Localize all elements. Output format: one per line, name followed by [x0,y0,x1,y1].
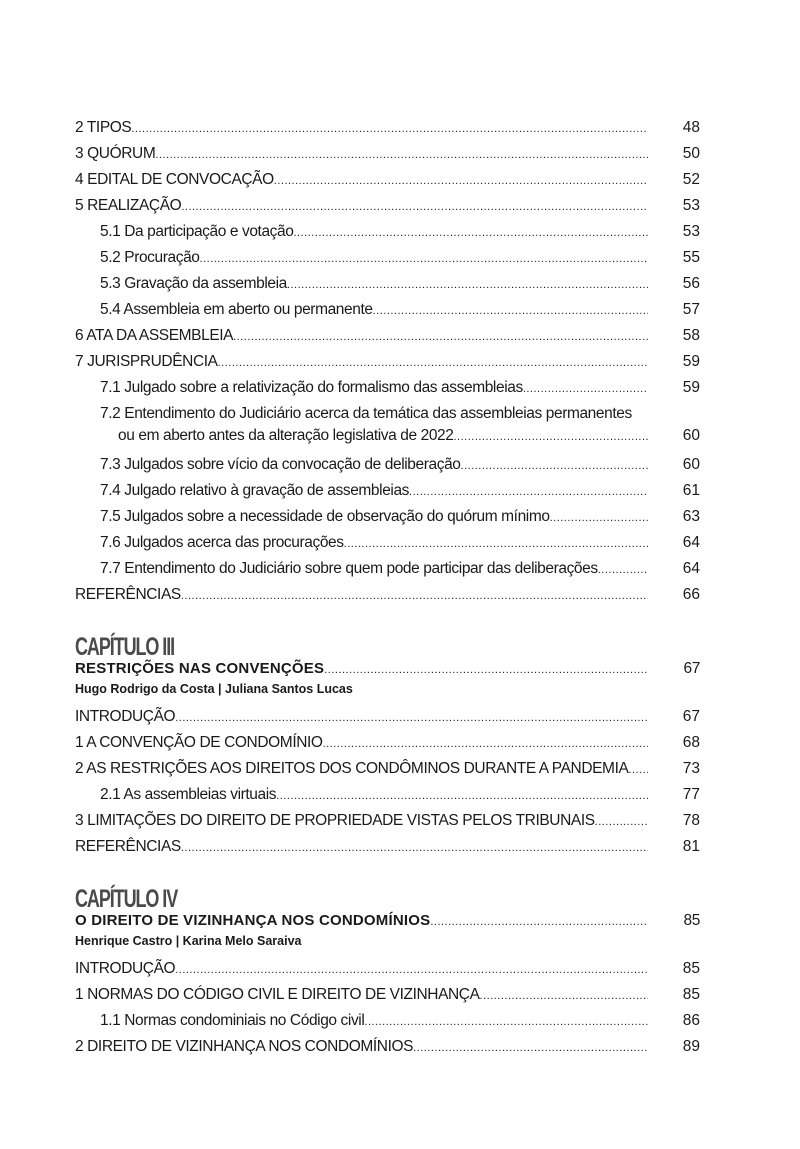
leader-dots [181,201,648,213]
leader-dots [598,564,648,576]
leader-dots [233,331,648,343]
entry-title: 2 DIREITO DE VIZINHANÇA NOS CONDOMÍNIOS [75,1038,414,1055]
entry-page: 86 [682,1012,700,1029]
entry-title: 5.2 Procuração [100,249,200,266]
toc-entry[interactable] [75,353,700,379]
entry-title: 6 ATA DA ASSEMBLEIA [75,327,234,344]
toc-subentry[interactable] [75,508,700,534]
chapter-title: O DIREITO DE VIZINHANÇA NOS CONDOMÍNIOS [75,912,431,929]
leader-dots [523,383,648,395]
entry-page: 57 [682,301,700,318]
entry-title-line1: 7.2 Entendimento do Judiciário acerca da temática das assembleias permanentes [100,405,632,422]
entry-page: 55 [682,249,700,266]
leader-dots [181,590,648,602]
entry-title: 7 JURISPRUDÊNCIA [75,353,218,370]
leader-dots [550,512,648,524]
leader-dots [175,964,648,976]
entry-title: 1 A CONVENÇÃO DE CONDOMÍNIO [75,734,323,751]
entry-page: 64 [682,534,700,551]
entry-title: REFERÊNCIAS [75,586,181,603]
leader-dots [175,712,648,724]
entry-title: 7.3 Julgados sobre vício da convocação de deliberação [100,456,461,473]
toc-subentry[interactable] [75,301,700,327]
toc-subentry[interactable] [75,560,700,586]
entry-page: 50 [682,145,700,162]
leader-dots [595,816,648,828]
chapter-title-entry[interactable] [75,912,700,932]
leader-dots [274,175,648,187]
leader-dots [155,149,648,161]
entry-title: 4 EDITAL DE CONVOCAÇÃO [75,171,274,188]
entry-page: 67 [682,708,700,725]
entry-title-line2: ou em aberto antes da alteração legislativa de 2022 [118,427,454,444]
entry-title: 1.1 Normas condominiais no Código civil [100,1012,365,1029]
entry-page: 73 [682,760,700,777]
toc-entry[interactable] [75,986,700,1012]
entry-page: 52 [682,171,700,188]
leader-dots [413,1042,648,1054]
entry-page: 77 [682,786,700,803]
entry-page: 59 [682,353,700,370]
entry-page: 85 [682,986,700,1003]
toc-entry[interactable] [75,119,700,145]
entry-page: 60 [682,456,700,473]
entry-title: INTRODUÇÃO [75,708,176,725]
chapter-title-entry[interactable] [75,660,700,680]
leader-dots [373,305,648,317]
entry-page: 68 [682,734,700,751]
leader-dots [287,279,648,291]
leader-dots [200,253,648,265]
chapter-title: RESTRIÇÕES NAS CONVENÇÕES [75,660,325,677]
leader-dots [628,764,648,776]
entry-page: 67 [683,660,700,677]
entry-page: 59 [682,379,700,396]
toc-entry[interactable] [75,838,700,864]
chapter-4 [75,886,700,1064]
toc-entry[interactable] [75,197,700,223]
leader-dots [480,990,648,1002]
toc-entry[interactable] [75,708,700,734]
leader-dots [430,916,648,928]
entry-title: 7.7 Entendimento do Judiciário sobre quem pode participar das deliberações [100,560,598,577]
leader-dots [344,538,648,550]
toc-subentry[interactable] [75,456,700,482]
entry-title: 5.4 Assembleia em aberto ou permanente [100,301,373,318]
toc-subentry[interactable] [75,223,700,249]
entry-page: 64 [682,560,700,577]
entry-title: 7.1 Julgado sobre a relativização do formalismo das assembleias [100,379,523,396]
toc-subentry[interactable] [75,482,700,508]
chapter-label: CAPÍTULO III [75,633,175,661]
entry-title: 7.4 Julgado relativo à gravação de assembleias [100,482,410,499]
entry-page: 85 [683,912,700,929]
toc-entry[interactable] [75,760,700,786]
entry-page: 89 [682,1038,700,1055]
entry-page: 61 [682,482,700,499]
entry-page: 60 [682,427,700,444]
toc-subentry[interactable] [75,379,700,405]
entry-title: 5.3 Gravação da assembleia [100,275,287,292]
entry-page: 53 [682,223,700,240]
leader-dots [461,460,648,472]
toc-entry[interactable] [75,1038,700,1064]
leader-dots [324,664,648,676]
toc-entry[interactable] [75,327,700,353]
leader-dots [218,357,648,369]
entry-title: 7.6 Julgados acerca das procurações [100,534,344,551]
toc-entry[interactable] [75,171,700,197]
leader-dots [276,790,648,802]
chapter-authors: Henrique Castro | Karina Melo Saraiva [75,934,302,948]
leader-dots [453,431,648,443]
leader-dots [131,123,648,135]
table-of-contents [75,119,700,1064]
leader-dots [364,1016,648,1028]
toc-subentry-multiline[interactable] [75,405,700,451]
toc-subentry[interactable] [75,534,700,560]
entry-page: 58 [682,327,700,344]
entry-title: 1 NORMAS DO CÓDIGO CIVIL E DIREITO DE VIZINHANÇA [75,986,480,1003]
entry-title: 3 LIMITAÇÕES DO DIREITO DE PROPRIEDADE VISTAS PELOS TRIBUNAIS [75,812,595,829]
toc-subentry[interactable] [75,249,700,275]
entry-page: 81 [682,838,700,855]
chapter-label: CAPÍTULO IV [75,885,178,913]
toc-subentry[interactable] [75,1012,700,1038]
entry-page: 66 [682,586,700,603]
entry-title: 5.1 Da participação e votação [100,223,294,240]
entry-title: REFERÊNCIAS [75,838,181,855]
toc-entry[interactable] [75,734,700,760]
toc-entry[interactable] [75,812,700,838]
entry-page: 78 [682,812,700,829]
leader-dots [409,486,648,498]
toc-entry[interactable] [75,960,700,986]
leader-dots [323,738,648,750]
entry-title: 2 AS RESTRIÇÕES AOS DIREITOS DOS CONDÔMINOS DURANTE A PANDEMIA [75,760,629,777]
entry-title: 5 REALIZAÇÃO [75,197,182,214]
toc-entry[interactable] [75,586,700,612]
chapter-3 [75,634,700,864]
entry-title: 3 QUÓRUM [75,145,156,162]
chapter-authors: Hugo Rodrigo da Costa | Juliana Santos Lucas [75,682,353,696]
leader-dots [293,227,648,239]
entry-page: 53 [682,197,700,214]
entry-title: 7.5 Julgados sobre a necessidade de observação do quórum mínimo [100,508,550,525]
toc-subentry[interactable] [75,275,700,301]
entry-title: 2.1 As assembleias virtuais [100,786,277,803]
entry-title: INTRODUÇÃO [75,960,176,977]
entry-page: 85 [682,960,700,977]
entry-page: 56 [682,275,700,292]
entry-title: 2 TIPOS [75,119,132,136]
entry-page: 63 [682,508,700,525]
toc-entry[interactable] [75,145,700,171]
leader-dots [181,842,648,854]
entry-page: 48 [682,119,700,136]
toc-subentry[interactable] [75,786,700,812]
